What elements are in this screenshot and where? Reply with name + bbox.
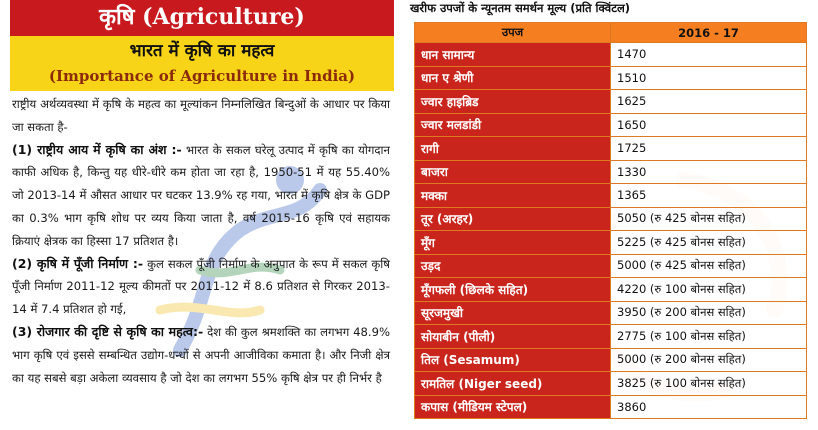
- subtitle-block: [10, 36, 394, 91]
- price-cell: 3950 (रु 200 बोनस सहित): [611, 301, 807, 325]
- price-cell: 3825 (रु 100 बोनस सहित): [611, 372, 807, 396]
- crop-cell: उड़द: [415, 254, 611, 278]
- column-header-crop: उपज: [415, 23, 611, 43]
- table-row: [415, 43, 807, 67]
- section-1: [12, 139, 390, 253]
- price-cell: 5225 (रु 425 बोनस सहित): [611, 231, 807, 255]
- subtitle-hindi: भारत में कृषि का महत्व: [129, 41, 275, 61]
- price-cell: 5000 (रु 425 बोनस सहित): [611, 254, 807, 278]
- section-text: कुल सकल पूँजी निर्माण के अनुपात के रूप में सकल कृषि पूँजी निर्माण 2011-12 मूल्य कीमतों पर 2011-12 में 8.6 प्रतिशत से गिरकर 2013-14 में 7.4 प्रतिशत हो गई,: [12, 256, 390, 317]
- page-title: कृषि (Agriculture): [10, 0, 394, 36]
- price-cell: 1510: [611, 66, 807, 90]
- table-row: [415, 278, 807, 302]
- price-cell: 1650: [611, 113, 807, 137]
- crop-cell: कपास (मीडियम स्टेपल): [415, 395, 611, 419]
- table-row: [415, 372, 807, 396]
- price-cell: 1625: [611, 90, 807, 114]
- price-cell: 1330: [611, 160, 807, 184]
- table-row: [415, 184, 807, 208]
- crop-cell: बाजरा: [415, 160, 611, 184]
- crop-cell: तिल (Sesamum): [415, 348, 611, 372]
- intro-paragraph: राष्ट्रीय अर्थव्यवस्था में कृषि के महत्व का मूल्यांकन निम्नलिखित बिन्दुओं के आधार पर किया जा सकता है-: [12, 97, 390, 134]
- section-3: [12, 321, 390, 389]
- crop-cell: धान ए श्रेणी: [415, 66, 611, 90]
- table-row: [415, 301, 807, 325]
- crop-cell: सूरजमुखी: [415, 301, 611, 325]
- price-cell: 1725: [611, 137, 807, 161]
- price-cell: 2775 (रु 100 बोनस सहित): [611, 325, 807, 349]
- table-caption: खरीफ उपजों के न्यूनतम समर्थन मूल्य (प्रति क्विंटल): [410, 1, 631, 15]
- left-column: [0, 0, 396, 430]
- crop-cell: मूँगफली (छिलके सहित): [415, 278, 611, 302]
- crop-cell: रामतिल (Niger seed): [415, 372, 611, 396]
- crop-cell: मूँग: [415, 231, 611, 255]
- body-text: [12, 93, 390, 389]
- price-cell: 5000 (रु 200 बोनस सहित): [611, 348, 807, 372]
- table-row: [415, 395, 807, 419]
- table-row: [415, 231, 807, 255]
- table-row: [415, 113, 807, 137]
- table-row: [415, 348, 807, 372]
- crop-cell: ज्वार मलडांडी: [415, 113, 611, 137]
- crop-cell: धान सामान्य: [415, 43, 611, 67]
- price-cell: 4220 (रु 100 बोनस सहित): [611, 278, 807, 302]
- subtitle-english: (Importance of Agriculture in India): [48, 67, 356, 85]
- section-text: भारत के सकल घरेलू उत्पाद में कृषि का योगदान काफी अधिक है, किन्तु यह धीरे-धीरे कम होता जा रहा है, 1950-51 में यह 55.40% जो 2013-14 में औसत आधार पर घटकर 13.9% रह गया, भारत में कृषि क्षेत्र के GDP का 0.3% भाग कृषि शोध पर व्यय किया जाता है, वर्ष 2015-16 कृषि एवं सहायक क्रियाएं क्षेत्रक का हिस्सा 17 प्रतिशत है।: [12, 142, 390, 248]
- table-row: [415, 254, 807, 278]
- table-row: [415, 66, 807, 90]
- section-heading: (3) रोजगार की दृष्टि से कृषि का महत्व:-: [12, 323, 204, 339]
- table-row: [415, 137, 807, 161]
- table-row: [415, 90, 807, 114]
- price-cell: 1470: [611, 43, 807, 67]
- table-row: [415, 207, 807, 231]
- crop-cell: मक्का: [415, 184, 611, 208]
- right-column: [404, 0, 818, 430]
- crop-cell: ज्वार हाइब्रिड: [415, 90, 611, 114]
- crop-cell: तूर (अरहर): [415, 207, 611, 231]
- section-heading: (1) राष्ट्रीय आय में कृषि का अंश :-: [12, 141, 182, 157]
- table-header-row: [415, 23, 807, 43]
- crop-cell: सोयाबीन (पीली): [415, 325, 611, 349]
- column-header-year: 2016 - 17: [611, 23, 807, 43]
- section-text: देश की कुल श्रमशक्ति का लगभग 48.9% भाग कृषि एवं इससे सम्बन्धित उद्योग-धन्धों से अपनी आजीविका कमाता है। और निजी क्षेत्र का यह सबसे बड़ा अकेला व्यवसाय है जो देश का लगभग 55% कृषि क्षेत्र पर ही निर्भर है: [12, 324, 390, 385]
- crop-cell: रागी: [415, 137, 611, 161]
- section-2: [12, 253, 390, 321]
- price-cell: 5050 (रु 425 बोनस सहित): [611, 207, 807, 231]
- section-heading: (2) कृषि में पूँजी निर्माण :-: [12, 255, 144, 271]
- price-cell: 1365: [611, 184, 807, 208]
- msp-table: [414, 22, 807, 419]
- table-row: [415, 325, 807, 349]
- price-cell: 3860: [611, 395, 807, 419]
- table-row: [415, 160, 807, 184]
